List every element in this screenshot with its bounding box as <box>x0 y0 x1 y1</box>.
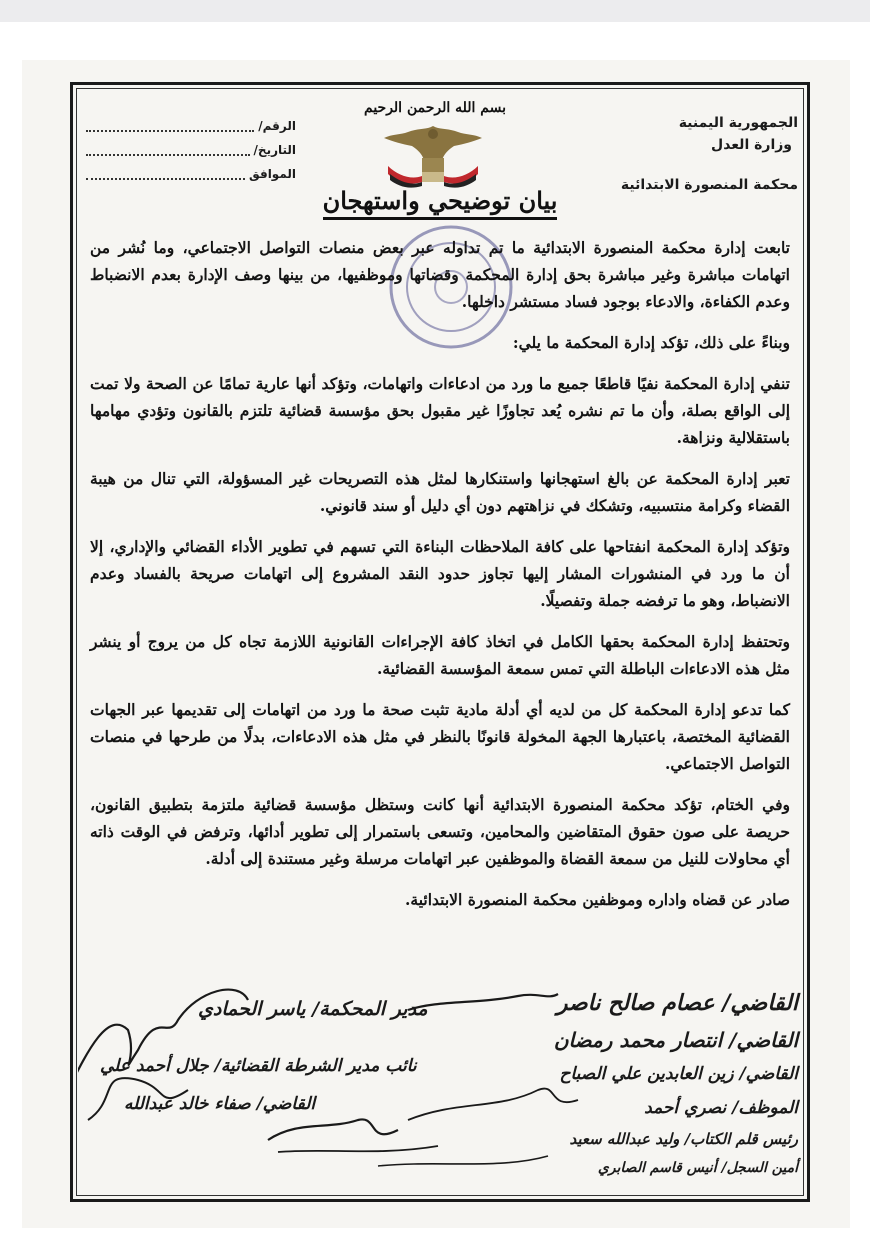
statement-body <box>90 234 790 927</box>
paragraph-conclusion: وفي الختام، تؤكد محكمة المنصورة الابتدائية أنها كانت وستظل مؤسسة قضائية ملتزمة بتطبيق القانون، حريصة على صون حقوق المتقاضين والمحامين، وتسعى باستمرار إلى تطوير أدائها، وترفض في الوقت ذاته أي محاولات للنيل من سمعة القضاة والموظفين عبر اتهامات مرسلة وغير مستندة إلى أدلة. <box>90 795 790 868</box>
paragraph-denial: تنفي إدارة المحكمة نفيًا قاطعًا جميع ما ورد من ادعاءات واتهامات، وتؤكد أنها عارية تمامًا عن الصحة ولا تمت إلى الواقع بصلة، وأن ما تم نشره يُعد تجاوزًا غير مقبول بحق مؤسسة قضائية تلتزم بالقانون وتؤدي مهامها باستقلالية ونزاهة. <box>90 374 790 447</box>
document-title-text: بيان توضيحي واستهجان <box>323 186 558 220</box>
signature-right-4: الموظف/ نصري أحمد <box>644 1098 798 1118</box>
ref-number-blank <box>86 120 254 132</box>
ref-number-label: الرقم/ <box>258 119 296 133</box>
letterhead-right <box>621 112 798 196</box>
signature-right-1: القاضي/ عصام صالح ناصر <box>556 990 798 1016</box>
country-name: الجمهورية اليمنية <box>678 115 798 131</box>
paragraph-confirm: وبناءً على ذلك، تؤكد إدارة المحكمة ما يلي: <box>512 333 790 352</box>
paragraph-openness: وتؤكد إدارة المحكمة انفتاحها على كافة الملاحظات البناءة التي تسهم في تطوير الأداء القضائي والإداري، إلا أن ما ورد في المنشورات المشار إليها تجاوز حدود النقد المشروع إلى اتهامات صريحة بالفساد وعدم الانضباط، وهو ما ترفضه جملة وتفصيلًا. <box>90 537 790 610</box>
paragraph-issued-by: صادر عن قضاه واداره وموظفين محكمة المنصورة الابتدائية. <box>405 890 790 909</box>
document-title <box>78 186 802 215</box>
signature-left-2: نائب مدير الشرطة القضائية/ جلال أحمد علي <box>100 1056 417 1076</box>
signature-right-6: أمين السجل/ أنيس قاسم الصابري <box>597 1160 798 1176</box>
corresponding-blank <box>86 168 245 180</box>
signature-right-2: القاضي/ انتصار محمد رمضان <box>553 1028 798 1052</box>
paragraph-legal-rights: وتحتفظ إدارة المحكمة بحقها الكامل في اتخاذ كافة الإجراءات القانونية اللازمة تجاه كل من يروج أو ينشر مثل هذه الادعاءات الباطلة التي تمس سمعة المؤسسة القضائية. <box>90 632 790 678</box>
date-row <box>86 138 296 162</box>
basmala: بسم الله الرحمن الرحيم <box>364 100 506 116</box>
signatures-block <box>78 970 802 1194</box>
paragraph-intro: تابعت إدارة محكمة المنصورة الابتدائية ما تم تداوله عبر بعض منصات التواصل الاجتماعي، وما نُشر من اتهامات مباشرة وغير مباشرة بحق إدارة المحكمة وقضاتها وموظفيها، من بينها وصف الإدارة بعدم الانضباط وعدم الكفاءة، والادعاء بوجود فساد مستشر داخلها. <box>90 238 790 311</box>
court-name: محكمة المنصورة الابتدائية <box>620 177 798 193</box>
date-label: التاريخ/ <box>253 143 296 157</box>
document-content <box>78 90 802 1194</box>
ministry-name: وزارة العدل <box>711 137 792 153</box>
date-blank <box>86 144 250 156</box>
paragraph-condemnation: تعبر إدارة المحكمة عن بالغ استهجانها واستنكارها لمثل هذه التصريحات غير المسؤولة، التي تنال من هيبة القضاء وكرامة منتسبيه، وتشكك في نزاهتهم دون أي دليل أو سند قانوني. <box>90 469 790 515</box>
signature-left-3: القاضي/ صفاء خالد عبدالله <box>124 1094 316 1114</box>
signature-right-5: رئيس قلم الكتاب/ وليد عبدالله سعيد <box>569 1130 798 1148</box>
viewer-top-bar <box>0 0 870 22</box>
paragraph-evidence-call: كما تدعو إدارة المحكمة كل من لديه أي أدلة مادية تثبت صحة ما ورد من اتهامات إلى تقديمها عبر الجهات القضائية المختصة، باعتبارها الجهة المخولة قانونًا بالنظر في مثل هذه الادعاءات، بدلًا من طرحها في منصات التواصل الاجتماعي. <box>90 700 790 773</box>
letterhead-left <box>86 114 296 186</box>
signature-left-1: مدير المحكمة/ ياسر الحمادي <box>198 998 428 1020</box>
corresponding-label: الموافق <box>249 167 296 181</box>
handwritten-signature-scribbles-icon <box>78 970 802 1194</box>
signature-right-3: القاضي/ زين العابدين علي الصباح <box>559 1064 798 1084</box>
yemen-eagle-emblem-icon <box>378 120 488 194</box>
ref-number-row <box>86 114 296 138</box>
corresponding-row <box>86 162 296 186</box>
